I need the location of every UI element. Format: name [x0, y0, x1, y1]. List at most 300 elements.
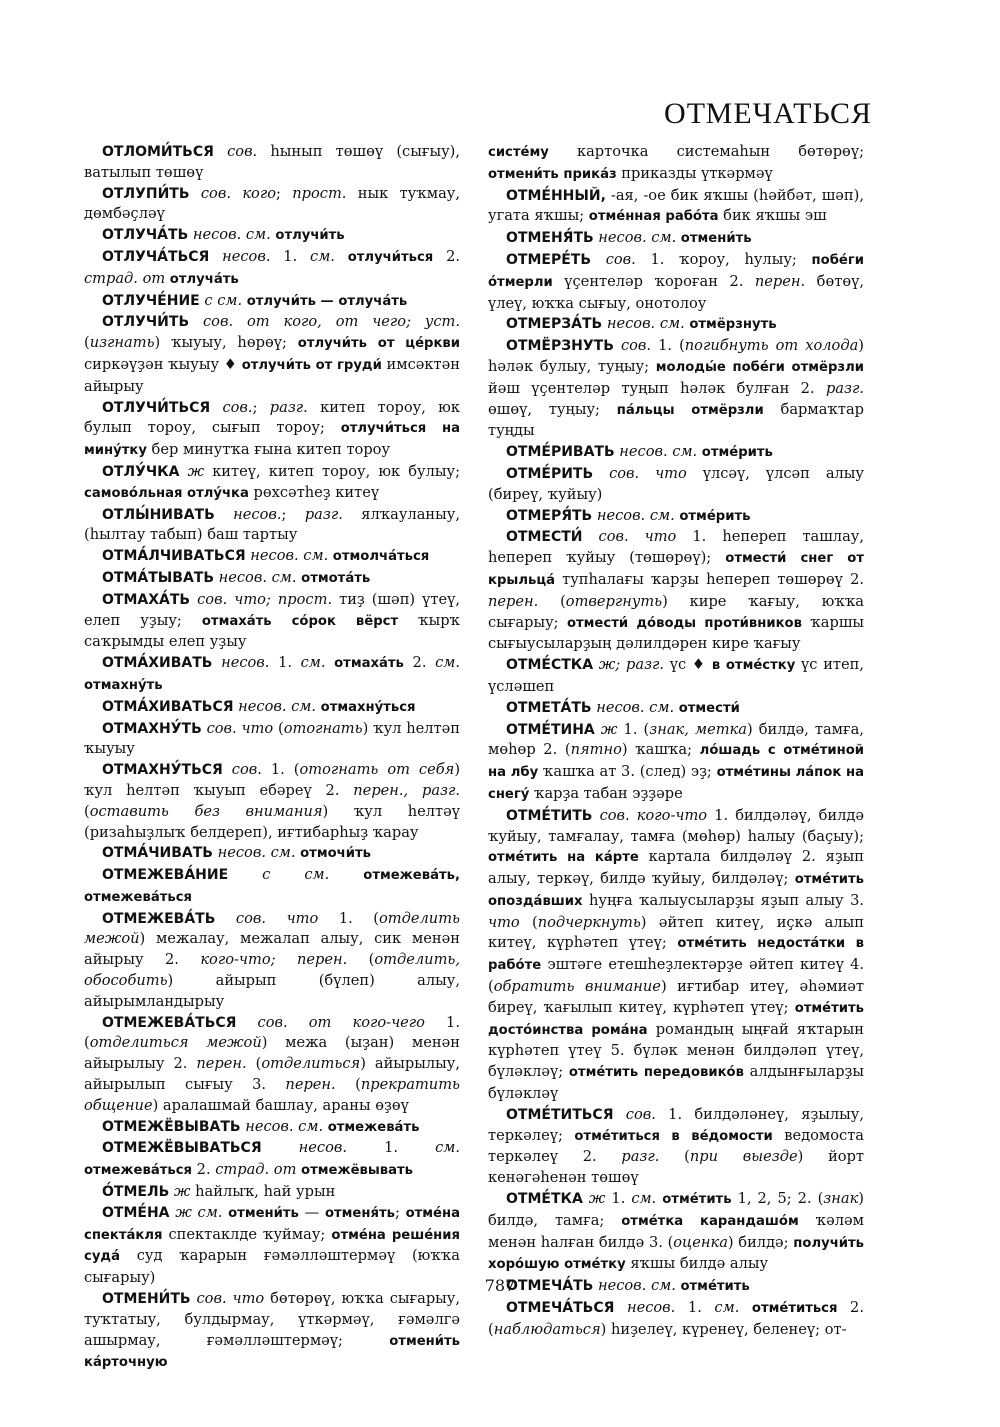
definition-text: ( — [659, 1148, 690, 1166]
grammar-note: перен. — [285, 1076, 336, 1094]
grammar-note: см. — [435, 1139, 461, 1157]
headword: ОТМЕТА́ТЬ — [506, 699, 592, 716]
definition-text: ялҡауланыу, (һылтау табып) баш тартыу — [84, 505, 461, 544]
grammar-note: см. — [310, 247, 335, 265]
example-phrase: отме́титься — [739, 1301, 838, 1317]
grammar-note: несов. — [261, 1139, 348, 1157]
headword: ОТМЕ́ТКА — [506, 1191, 583, 1208]
example-phrase: отмолча́ться — [328, 549, 430, 565]
example-phrase: отмочи́ть — [295, 846, 371, 862]
definition-text: ) ҡул һелтәү (ризаһыҙлыҡ белдереп), иғтибарһыҙ ҡарау — [84, 802, 460, 841]
definition-text: ) айырып (бүлеп) алыу, айырымландырыу — [84, 972, 460, 1010]
grammar-note: сов. кого-что — [592, 806, 708, 824]
definition-text: тупһалағы ҡарҙы һепереп төшөрөү 2. — [555, 570, 864, 588]
grammar-note: страд. от — [215, 1161, 297, 1179]
dictionary-entry — [84, 653, 460, 697]
definition-text: ; — [394, 1203, 406, 1221]
headword: ОТМАХА́ТЬ — [102, 591, 191, 608]
dictionary-entry — [84, 225, 460, 247]
definition-text: 1. ( — [651, 337, 685, 355]
headword: ОТМА́ХИВАТЬСЯ — [102, 698, 234, 715]
grammar-note: ж см. — [169, 1203, 223, 1221]
dictionary-entry — [84, 247, 460, 291]
dictionary-entry — [488, 698, 864, 720]
example-phrase: отмежева́ть, отмежева́ться — [84, 868, 460, 905]
headword: ОТЛУЧИ́ТЬ — [102, 314, 190, 331]
dictionary-entry — [488, 464, 864, 506]
grammar-note: отогнать — [283, 719, 363, 737]
grammar-note: сов. — [213, 143, 258, 160]
grammar-note: ж; разг. — [593, 656, 665, 674]
grammar-note: сов. — [222, 761, 262, 779]
headword: ОТМЕЖЕВА́ТЬ — [102, 910, 216, 927]
definition-text: ҡәләм менән һалған билдә 3. ( — [488, 1211, 864, 1251]
grammar-note: обратить внимание — [493, 978, 661, 996]
example-phrase: отлучи́ться — [334, 249, 434, 265]
grammar-note: ж — [582, 1190, 606, 1208]
definition-text: 1. ( — [84, 1013, 460, 1052]
grammar-note: несов. см. — [593, 229, 677, 247]
grammar-note: сов. что — [582, 528, 677, 546]
definition-text: 1. — [605, 1190, 632, 1208]
headword: ОТЛУЧА́ТЬ — [102, 227, 189, 244]
headword: ОТМАХНУ́ТЬ — [102, 720, 202, 737]
definition-text: 1, 2, 5; 2. ( — [731, 1190, 824, 1208]
headword: ОТМА́ЛЧИВАТЬСЯ — [102, 548, 246, 565]
definition-text: ) йорт кенәгәһенән төшөү — [488, 1148, 864, 1187]
dictionary-entry — [84, 1138, 460, 1182]
example-phrase: отлучи́ть — [270, 228, 345, 244]
definition-text: бөтөрөү, юҡҡа сығарыу, туҡтатыу, булдырмау, үткәрмәү, ғәмәлгә ашырмау, ғәмәлләштермәү; — [84, 1290, 461, 1349]
example-phrase: отмёрзнуть — [684, 317, 777, 333]
definition-text: 2. — [192, 1161, 216, 1179]
example-phrase: отме́тить досто́инства рома́на — [488, 1000, 864, 1038]
grammar-note: перен., разг. — [353, 781, 461, 799]
grammar-note: сов. что — [190, 1290, 265, 1308]
definition-text: ( — [347, 951, 375, 969]
definition-text: 2. ( — [488, 1299, 864, 1338]
headword: ОТЛУ́ЧКА — [102, 463, 180, 480]
grammar-note: см. — [631, 1190, 657, 1208]
dictionary-entry — [84, 1182, 460, 1203]
grammar-note: сов. что — [593, 464, 687, 482]
example-phrase: отме́тка карандашо́м — [621, 1213, 799, 1229]
headword: ОТМЕ́ННЫЙ, — [506, 187, 606, 204]
definition-text: эштәге етешһеҙлектәрҙе әйтеп китеү 4. ( — [488, 956, 864, 996]
grammar-note: при выезде — [689, 1148, 798, 1166]
example-phrase: отмени́ть ка́рточную — [84, 1333, 460, 1371]
example-phrase: в отме́стку — [711, 658, 796, 674]
definition-text: ) межа (ыҙан) менән айырылыу 2. — [84, 1034, 460, 1073]
dictionary-entry — [84, 398, 460, 462]
dictionary-entry — [84, 142, 460, 184]
grammar-note: оценка — [673, 1233, 728, 1251]
dictionary-entry — [488, 655, 864, 698]
example-phrase: молоды́е побе́ги отмёрзли — [655, 359, 864, 375]
example-phrase: отмахну́ть — [84, 677, 163, 693]
grammar-note: изгнать — [89, 334, 155, 352]
right-column — [488, 142, 864, 1341]
definition-text: үс ♦ — [664, 656, 712, 674]
example-phrase: отме́тить опозда́вших — [488, 872, 864, 909]
headword: ОТМЕНЯ́ТЬ — [506, 230, 594, 247]
grammar-note: см. — [714, 1299, 740, 1317]
grammar-note: отделиться межой — [89, 1034, 262, 1052]
definition-text: тиҙ (шәп) үтеү, елеп уҙыу; — [84, 590, 460, 629]
definition-text: өшөү, туңыу; — [488, 400, 617, 418]
grammar-note: сов. — [613, 337, 652, 355]
grammar-note: прост. — [292, 184, 347, 202]
grammar-note: прекратить общение — [84, 1076, 460, 1114]
definition-text: 1. — [270, 247, 311, 265]
grammar-note: несов. см. — [245, 547, 329, 565]
dictionary-entry — [488, 186, 864, 229]
headword: ОТМЕЖЁВЫВАТЬ — [102, 1118, 241, 1135]
dictionary-entry — [488, 1189, 864, 1276]
definition-text: ) ҡул һелтәп ҡыуыу — [84, 719, 460, 758]
definition-text: китеү, китеп тороу, юк булыу; — [204, 462, 460, 480]
headword: ОТЛЫ́НИВАТЬ — [102, 506, 215, 523]
grammar-note: сов. что — [215, 909, 319, 927]
grammar-note: перен. — [754, 272, 806, 290]
grammar-note: перен. — [488, 592, 539, 610]
definition-text: ) ҡул һелтәп ҡыуып ебәреү 2. — [84, 761, 461, 799]
dictionary-entry — [84, 184, 460, 226]
definition-text: имсәктән айырыу — [84, 355, 460, 395]
example-phrase: самово́льная отлу́чка — [84, 485, 249, 501]
grammar-note: сов. — [210, 398, 253, 416]
dictionary-entry — [84, 312, 460, 397]
grammar-note: сов. — [613, 1105, 656, 1123]
dictionary-entry — [84, 505, 460, 547]
grammar-note: кого-что; перен. — [200, 951, 348, 969]
grammar-note: несов. см. — [602, 315, 685, 333]
definition-text: романдың ыңғай яҡтарын күрһәтеп үтеү 5. бүләк менән билдәләп үтеү, бүләкләү; — [488, 1020, 864, 1081]
example-phrase: ло́шадь с отме́тиной на лбу — [488, 743, 864, 781]
example-phrase: отме́тины ла́пок на снегу́ — [488, 765, 864, 802]
grammar-note: см. — [435, 654, 461, 672]
dictionary-entry — [488, 336, 864, 442]
definition-text: 1. — [269, 654, 301, 672]
example-phrase: отмежёвывать — [296, 1163, 414, 1179]
grammar-note: ж — [179, 462, 205, 480]
example-phrase: отлучи́ть от це́ркви — [297, 336, 460, 352]
grammar-note: сов. — [591, 250, 636, 268]
grammar-note: сов. что; прост. — [190, 590, 333, 608]
headword: ОТМЕ́РИТЬ — [506, 465, 594, 482]
definition-text: — — [298, 1203, 325, 1221]
definition-text: 1. ( — [617, 720, 650, 738]
grammar-note: перен. — [196, 1055, 247, 1073]
definition-text: ҡарҙа табан эҙҙәре — [529, 784, 683, 802]
definition-text: 1. — [347, 1139, 436, 1157]
definition-text: бөтөү, үлеү, юҡҡа сығыу, онотолоу — [488, 272, 864, 312]
definition-text: йәш үҫентеләр туңып һәләк булған 2. — [488, 379, 826, 397]
headword: ОТМЕЖЕВА́ТЬСЯ — [102, 1014, 237, 1031]
definition-text: ) айырылыу, айырылып сығыу 3. — [84, 1055, 460, 1094]
dictionary-entry — [488, 142, 864, 186]
headword: ОТМЕРЯ́ТЬ — [506, 507, 593, 524]
dictionary-entry — [84, 865, 460, 909]
grammar-note: несов. см. — [214, 568, 297, 586]
grammar-note: отделить, обособить — [84, 951, 460, 990]
example-phrase: отменя́ть — [324, 1205, 395, 1221]
definition-text: яҡшы билдә алыу — [625, 1255, 769, 1273]
grammar-note: сов. от кого-чего — [236, 1013, 425, 1031]
grammar-note: что — [488, 913, 520, 931]
example-phrase: па́льцы отмёрзли — [616, 402, 764, 418]
definition-text: 1. билдәләү, билдә ҡуйыу, тамғалау, тамға (мөһөр) һалыу (баҫыу); — [488, 806, 864, 845]
example-phrase: отме́нная рабо́та — [588, 209, 719, 225]
definition-text: ( — [84, 334, 90, 352]
example-phrase: отме́на спекта́кля — [84, 1205, 461, 1243]
definition-text: спектаклде ҡуймау; — [162, 1225, 332, 1243]
example-phrase: отлуча́ть — [165, 271, 239, 287]
example-phrase: отмахну́ться — [316, 699, 416, 715]
dictionary-entry — [488, 314, 864, 336]
definition-text: ( — [519, 913, 538, 931]
definition-text: 2. — [433, 247, 460, 265]
headword: ОТМЕРЗА́ТЬ — [506, 316, 603, 333]
definition-text: ( — [246, 1055, 262, 1073]
definition-text: 1. билдәләнеү, яҙылыу, теркәлеү; — [488, 1105, 865, 1144]
example-phrase: отмести́ до́воды проти́вников — [566, 615, 802, 631]
definition-text: һынып төшөү (сығыу), ватылып төшөү — [84, 143, 460, 181]
example-phrase: отме́рить — [674, 508, 751, 524]
definition-text: ( — [335, 1076, 361, 1094]
dictionary-entry — [488, 1105, 864, 1189]
grammar-note: несов. см. — [591, 698, 675, 716]
definition-text: ) әйтеп китеү, иҫкә алып китеү, күрһәтеп үтеү; — [488, 913, 864, 952]
dictionary-entry — [488, 442, 864, 464]
example-phrase: отме́на реше́ния суда́ — [84, 1227, 460, 1265]
definition-text: ҡырҡ саҡрымды елеп уҙыу — [84, 611, 460, 651]
definition-text: ) билдә, тамға; — [488, 1190, 864, 1229]
grammar-note: с см. — [228, 866, 330, 884]
headword: ОТМЕЧА́ТЬ — [506, 1278, 594, 1295]
example-phrase: отме́титься в ве́домости — [574, 1128, 773, 1144]
definition-text: бер минутҡа ғына китеп тороу — [146, 441, 391, 459]
definition-text: рөхсәтһеҙ китеү — [248, 483, 380, 501]
headword: О́ТМЕЛЬ — [102, 1184, 170, 1201]
grammar-note: сов. что — [201, 719, 274, 737]
grammar-note: разг. — [269, 398, 308, 416]
definition-text: суд ҡарарын ғәмәлләштермәү (юҡҡа сығарыу) — [84, 1247, 460, 1287]
headword: ОТЛУЧИ́ТЬСЯ — [102, 399, 211, 416]
definition-text: 1. — [675, 1299, 715, 1317]
definition-text: үҫентеләр ҡороған 2. — [552, 272, 755, 290]
grammar-note: знак — [823, 1190, 859, 1208]
headword: ОТЛУПИ́ТЬ — [102, 185, 190, 202]
grammar-note: отделиться — [261, 1055, 361, 1073]
dictionary-entry — [84, 462, 460, 505]
definition-text: ) һиҙелеү, күренеү, беленеү; от- — [600, 1320, 847, 1338]
grammar-note: несов. см. — [593, 1277, 676, 1295]
grammar-note: ж — [594, 720, 618, 738]
grammar-note: погибнуть от холода — [684, 337, 859, 355]
definition-text: карточка системаһын бөтөрөү; — [548, 143, 864, 160]
example-phrase: отме́тить — [656, 1192, 732, 1208]
headword: ОТМЕ́СТКА — [506, 657, 594, 674]
grammar-note: ж — [169, 1183, 191, 1201]
example-phrase: отме́рить — [697, 445, 773, 461]
example-phrase: отме́тить передовико́в — [568, 1065, 744, 1081]
definition-text: -ая, -ое бик яҡшы (һәйбәт, шәп), угата яҡшы; — [488, 186, 864, 225]
example-phrase: отмести́ — [674, 700, 740, 716]
headword: ОТМЕРЕ́ТЬ — [506, 251, 591, 268]
running-head: ОТМЕЧАТЬСЯ — [664, 97, 872, 130]
definition-text: ведомоста теркәлеү 2. — [488, 1126, 864, 1166]
dictionary-entry — [84, 546, 460, 568]
grammar-note: несов. см. — [188, 226, 271, 244]
dictionary-entry — [488, 506, 864, 528]
definition-text: бармаҡтар туңды — [488, 400, 864, 440]
definition-text: нык туҡмау, дөмбәҫләү — [84, 184, 460, 223]
definition-text: китеп тороу, юк булып тороу, сығып тороу; — [84, 398, 460, 437]
definition-text: алдынғыларҙы бүләкләү — [488, 1063, 864, 1103]
dictionary-entry — [84, 909, 460, 1013]
grammar-note: сов. от кого, от чего; уст. — [189, 313, 460, 331]
definition-text: һайлыҡ, һай урын — [190, 1183, 336, 1201]
grammar-note: оставить без внимания — [89, 802, 323, 820]
example-phrase: побе́ги о́тмерли — [488, 252, 864, 290]
definition-text: ; — [275, 184, 293, 202]
dictionary-entry — [84, 697, 460, 719]
example-phrase: отмежева́ть — [323, 1119, 420, 1135]
example-phrase: отлучи́ться на мину́тку — [84, 421, 460, 459]
example-phrase: отме́тить недоста́тки в рабо́те — [488, 936, 865, 974]
grammar-note: несов. см. — [240, 1117, 324, 1135]
grammar-note: несов. — [212, 654, 270, 672]
definition-text: ) кире ҡағыу, юҡҡа сығарыу; — [488, 592, 864, 631]
headword: ОТМАХНУ́ТЬСЯ — [102, 762, 223, 779]
example-phrase: отмота́ть — [296, 570, 371, 586]
definition-text: ) аралашмай башлау, араны өҙөү — [152, 1096, 409, 1114]
dictionary-entry — [488, 527, 864, 655]
headword: ОТМА́ХИВАТЬ — [102, 655, 213, 672]
grammar-note: несов. см. — [614, 443, 698, 461]
definition-text: үлсәү, үлсәп алыу (биреү, ҡуйыу) — [488, 464, 864, 503]
grammar-note: отвергнуть — [565, 592, 663, 610]
example-phrase: отмежева́ться — [84, 1163, 193, 1179]
grammar-note: несов. — [209, 247, 271, 265]
example-phrase: отлучи́ть от груди́ — [241, 357, 382, 373]
definition-text: сиркәүҙән ҡыуыу ♦ — [84, 355, 242, 373]
example-phrase: отме́тить — [675, 1279, 750, 1295]
dictionary-entry — [84, 1117, 460, 1139]
example-phrase: отлучи́ть — отлуча́ть — [242, 293, 408, 309]
left-column — [84, 142, 460, 1374]
headword: ОТМЕЧА́ТЬСЯ — [506, 1300, 615, 1317]
headword: ОТМЕ́ТИТЬ — [506, 807, 593, 824]
example-phrase: отмени́ть — [222, 1205, 299, 1221]
dictionary-entry — [84, 760, 460, 843]
grammar-note: несов. см. — [592, 506, 675, 524]
grammar-note: наблюдаться — [493, 1320, 601, 1338]
headword: ОТМЕ́ТИНА — [506, 721, 595, 738]
headword: ОТМЕЖЕВА́НИЕ — [102, 867, 229, 884]
dictionary-entry — [84, 590, 460, 653]
example-phrase: отмести́ снег от крыльца́ — [488, 551, 865, 588]
definition-text: 1. ҡороу, һулыу; — [635, 250, 812, 268]
definition-text: ) межалау, межалап алыу, сик менән айырыу 2. — [84, 930, 460, 969]
dictionary-entry — [84, 843, 460, 865]
definition-text: ( — [273, 719, 284, 737]
example-phrase: систе́му — [488, 145, 549, 160]
grammar-note: с см. — [199, 291, 243, 309]
example-phrase: отмаха́ть со́рок вёрст — [201, 613, 399, 629]
definition-text: картала билдәләү 2. яҙып алыу, теркәү, билдә ҡуйыу, билдәләү; — [488, 848, 864, 888]
definition-text: 1. һепереп ташлау, һепереп ҡуйыу (төшөрөү); — [488, 528, 865, 567]
dictionary-entry — [84, 719, 460, 761]
grammar-note: пятно — [570, 741, 622, 759]
example-phrase: отмени́ть прика́з — [488, 166, 617, 182]
grammar-note: отогнать от себя — [299, 761, 455, 779]
headword: ОТМЕ́ТИТЬСЯ — [506, 1106, 614, 1123]
dictionary-entry — [488, 806, 864, 1105]
example-phrase: отме́тить на ка́рте — [488, 850, 639, 866]
definition-text: ҡашҡа ат 3. (след) эҙ; — [538, 763, 717, 781]
dictionary-entry — [84, 1289, 460, 1374]
grammar-note: см. — [300, 654, 326, 672]
grammar-note: несов. см. — [233, 697, 317, 715]
headword: ОТМЁРЗНУТЬ — [506, 338, 614, 355]
definition-text: приказды үткәрмәү — [616, 164, 773, 182]
definition-text: 1. ( — [261, 761, 300, 779]
definition-text: ) һәләк булыу, туңыу; — [488, 337, 864, 375]
dictionary-entry — [84, 1013, 460, 1117]
dictionary-entry — [488, 250, 864, 314]
dictionary-entry — [84, 291, 460, 313]
dictionary-entry — [488, 720, 864, 806]
grammar-note: разг. — [304, 505, 343, 523]
definition-text: ) иғтибар итеү, әһәмиәт биреү, ҡағылып китеү, күрһәтеп үтеү; — [488, 978, 864, 1016]
grammar-note: страд. от — [84, 269, 166, 287]
definition-text: ; — [252, 398, 270, 416]
definition-text: ҡаршы сығыусыларҙың дәлилдәрен кире ҡағыу — [488, 613, 864, 653]
headword: ОТЛУЧА́ТЬСЯ — [102, 248, 210, 265]
definition-text: һуңға ҡалыусыларҙы яҙып алыу 3. — [582, 891, 864, 909]
grammar-note: знак, метка — [649, 720, 747, 738]
headword: ОТЛУЧЕ́НИЕ — [102, 292, 200, 309]
grammar-note: подчеркнуть — [537, 913, 641, 931]
headword: ОТМЕСТИ́ — [506, 529, 583, 546]
example-phrase: получи́ть хоро́шую отме́тку — [488, 1235, 864, 1273]
definition-text: үс итеп, үсләшеп — [488, 656, 864, 695]
grammar-note: разг. — [621, 1148, 660, 1166]
grammar-note: сов. кого — [189, 184, 276, 202]
dictionary-entry — [488, 228, 864, 250]
grammar-note: несов. см. — [212, 844, 296, 862]
definition-text: 2. — [403, 654, 436, 672]
headword: ОТМЕ́РИВАТЬ — [506, 444, 615, 461]
definition-text: бик яҡшы эш — [718, 207, 827, 225]
definition-text: ) билдә; — [727, 1233, 794, 1251]
example-phrase: отмаха́ть — [325, 656, 404, 672]
headword: ОТМЕЖЁВЫВАТЬСЯ — [102, 1140, 262, 1157]
definition-text: ( — [84, 802, 90, 820]
definition-text: ) билдә, тамға, мөһөр 2. ( — [488, 720, 864, 759]
headword: ОТМА́ТЫВАТЬ — [102, 569, 214, 586]
grammar-note: несов. — [214, 505, 282, 523]
page-number: 787 — [484, 1276, 516, 1295]
definition-text: 1. ( — [318, 909, 379, 927]
definition-text: ( — [538, 592, 566, 610]
definition-text: ) ҡашҡа; — [621, 741, 700, 759]
grammar-note: несов. — [614, 1299, 676, 1317]
grammar-note: разг. — [825, 379, 864, 397]
headword: ОТМЕ́НА — [102, 1204, 170, 1221]
